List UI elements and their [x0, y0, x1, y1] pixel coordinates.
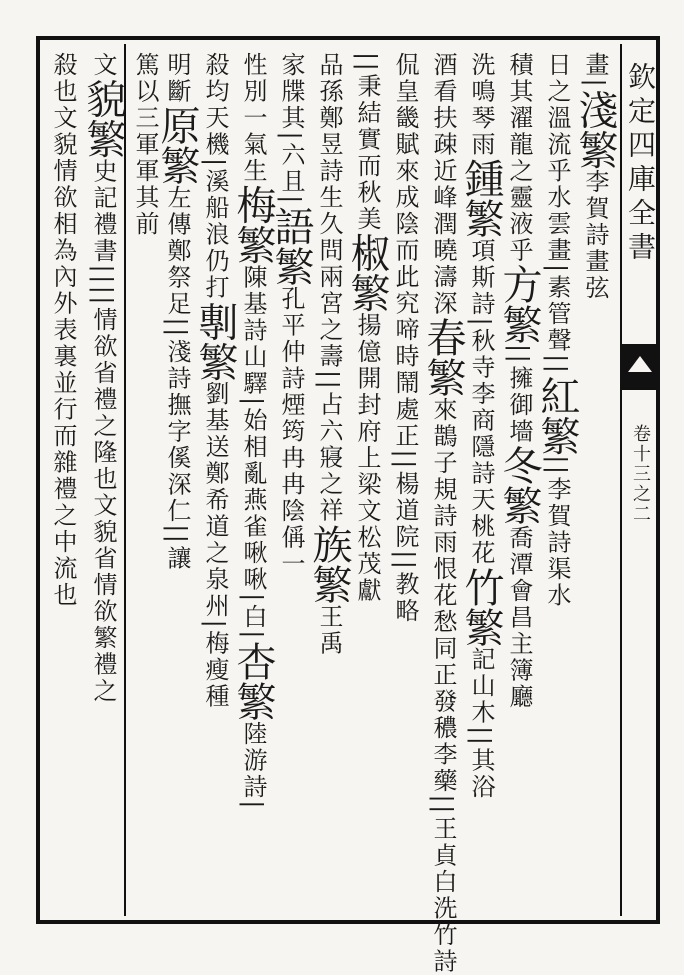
text-segment: 斷 [163, 78, 191, 105]
text-segment: | [391, 460, 419, 471]
entry-heading: 繁 [268, 245, 314, 286]
text-segment: | [467, 317, 495, 329]
text-segment: 畫 [581, 52, 609, 79]
text-segment: 殺也文貌情欲相為內外表裏並行而雜禮之中流也 [49, 52, 77, 609]
text-segment: | [89, 264, 117, 276]
text-column-11 [192, 52, 238, 912]
entry-heading: 繁 [458, 606, 504, 647]
entry-heading: 繁 [154, 145, 200, 185]
text-segment: | [353, 62, 381, 74]
text-segment: 近峰潤曉濤深 [429, 158, 457, 317]
text-segment: 正發穠李藥 [429, 662, 457, 795]
entry-heading: 繁 [420, 357, 466, 397]
text-segment: 相亂燕雀啾啾 [239, 434, 267, 594]
text-segment: | [239, 397, 267, 408]
text-segment: | [239, 593, 267, 604]
text-segment: 始 [239, 407, 267, 435]
volume-label: 卷十三之二 [630, 424, 651, 524]
text-segment: 梅瘦種 [201, 630, 229, 710]
text-segment: 記山木 [467, 646, 495, 727]
entry-heading: 繁 [496, 484, 542, 525]
text-segment: 道院 [391, 497, 419, 551]
text-segment: 情欲省禮之隆也文貌省情欲繁禮之 [89, 306, 117, 705]
entry-heading: 繁 [344, 272, 390, 313]
text-segment: | [89, 285, 117, 297]
text-segment: 劉基送鄭希道之泉州 [201, 381, 229, 620]
text-segment: 來鵲子規詩雨恨花愁同 [429, 397, 457, 662]
text-column-15 [44, 52, 82, 912]
fishtail-mark-icon [622, 344, 658, 390]
entry-heading: 繁 [80, 118, 126, 159]
text-segment: | [163, 317, 191, 329]
text-column-3 [496, 52, 542, 912]
text-segment: | [467, 726, 495, 737]
entry-heading: 原 [154, 105, 200, 145]
text-segment: 日之溫流乎水雲畫 [543, 52, 571, 264]
text-segment: | [429, 794, 457, 806]
text-segment: 秋寺 [467, 328, 495, 382]
text-segment: 明 [163, 52, 191, 79]
text-segment: | [201, 158, 229, 169]
text-segment: 機 [201, 131, 229, 158]
entry-heading: 方 [496, 264, 542, 304]
text-segment: 兩宮之壽 [315, 264, 343, 370]
text-segment: 教略 [391, 571, 419, 625]
text-segment: 殺均天 [201, 52, 229, 132]
text-segment: 品孫鄭昱詩生久問 [315, 52, 343, 264]
text-segment: 史記禮書 [89, 158, 117, 265]
text-segment: | [163, 524, 191, 535]
text-segment: | [543, 455, 571, 466]
text-segment: 項斯詩 [467, 238, 495, 318]
text-segment: 王禹 [315, 603, 343, 657]
text-segment: 溪船浪仍打 [201, 168, 229, 302]
text-segment: 陳基詩山驛 [239, 264, 267, 397]
entry-heading: 剸 [192, 301, 238, 342]
text-segment: 六且 [277, 142, 305, 196]
text-segment: 李商隱詩天桃花 [467, 381, 495, 567]
entry-heading: 族 [306, 523, 352, 564]
entry-heading: 繁 [496, 304, 542, 344]
entry-heading: 繁 [230, 224, 276, 265]
margin-column [620, 44, 658, 916]
text-segment: 侃皇畿賦來成陰而 [391, 52, 419, 264]
text-segment: | [505, 354, 533, 366]
text-segment: 詩撫字傒深仁 [163, 365, 191, 525]
entry-heading: 淺 [572, 89, 618, 130]
entry-heading: 繁 [230, 680, 276, 721]
text-column-9 [268, 52, 314, 912]
text-segment: 其浴 [467, 747, 495, 801]
entry-heading: 鍾 [458, 158, 504, 198]
text-segment: | [543, 264, 571, 275]
text-segment: 李賀詩畫弦 [581, 169, 609, 302]
entry-heading: 梅 [230, 184, 276, 225]
entry-heading: 紅 [534, 375, 580, 416]
text-column-7 [344, 52, 390, 912]
text-segment: | [89, 275, 117, 286]
text-segment: | [543, 465, 571, 477]
text-segment: 王貞白洗竹詩 [429, 815, 457, 975]
entry-heading: 繁 [458, 198, 504, 238]
text-segment: 李賀詩渠水 [543, 476, 571, 609]
text-segment: 偁一 [277, 524, 305, 578]
text-segment: 性別一氣生 [239, 52, 267, 185]
text-segment: | [163, 534, 191, 546]
text-segment: | [277, 195, 305, 206]
text-segment: | [201, 619, 229, 631]
text-column-8 [306, 52, 352, 912]
text-segment: | [467, 736, 495, 748]
text-segment: 此究啼時鬧處正 [391, 264, 419, 450]
text-segment: 洗鳴琴雨 [467, 52, 495, 158]
text-segment: 白 [239, 603, 267, 631]
text-segment: | [239, 630, 267, 641]
text-segment: | [315, 370, 343, 381]
text-segment: 揚億開封府上梁文松茂獻 [353, 312, 381, 604]
text-segment: | [543, 364, 571, 376]
text-segment: 楊 [391, 470, 419, 498]
text-segment: 篤以三軍軍其前 [131, 52, 159, 238]
text-segment: | [391, 560, 419, 572]
text-segment: 酒看扶疎 [429, 52, 457, 158]
text-column-13 [126, 52, 164, 912]
text-segment: | [581, 78, 609, 90]
text-segment: | [89, 296, 117, 307]
text-column-4 [458, 52, 504, 912]
text-column-14 [80, 52, 126, 912]
entry-heading: 繁 [192, 341, 238, 382]
entry-heading: 冬 [496, 444, 542, 485]
text-segment: | [315, 380, 343, 392]
text-segment: 淺 [163, 338, 191, 366]
text-segment: 孔平仲詩煙筠冉冉陰 [277, 285, 305, 525]
text-column-2 [534, 52, 580, 912]
entry-heading: 繁 [306, 563, 352, 604]
text-segment: 左傳鄭祭足 [163, 185, 191, 318]
text-segment: | [353, 52, 381, 63]
text-column-6 [386, 52, 424, 912]
text-segment: | [429, 805, 457, 816]
entry-heading: 繁 [534, 415, 580, 456]
text-segment: 讓 [163, 545, 191, 572]
text-segment: | [391, 449, 419, 461]
text-segment: | [239, 800, 267, 811]
text-segment: | [505, 344, 533, 355]
entry-heading: 杏 [230, 640, 276, 681]
text-segment: 素管聲 [543, 274, 571, 355]
text-segment: 積其濯龍之靈液乎 [505, 52, 533, 264]
text-segment: | [391, 550, 419, 561]
text-segment: 文 [89, 52, 117, 79]
text-segment: | [277, 131, 305, 143]
text-column-1 [572, 52, 618, 912]
entry-heading: 竹 [458, 566, 504, 607]
text-segment: 家牒其 [277, 52, 305, 132]
text-segment: 占六寢之祥 [315, 391, 343, 524]
text-column-10 [230, 52, 276, 912]
text-segment: 秉結實而秋美 [353, 73, 381, 233]
entry-heading: 語 [268, 205, 314, 246]
text-segment: | [163, 328, 191, 339]
text-segment: 陸游詩 [239, 720, 267, 801]
entry-heading: 椒 [344, 232, 390, 273]
text-column-5 [420, 52, 466, 975]
text-segment: 擁御墻 [505, 365, 533, 445]
entry-heading: 繁 [572, 129, 618, 170]
entry-heading: 春 [420, 317, 466, 357]
text-segment: 喬潭會昌主簿廳 [505, 524, 533, 711]
text-segment: | [543, 354, 571, 365]
entry-heading: 貌 [80, 78, 126, 119]
book-title: 欽定四庫全書 [624, 62, 657, 266]
